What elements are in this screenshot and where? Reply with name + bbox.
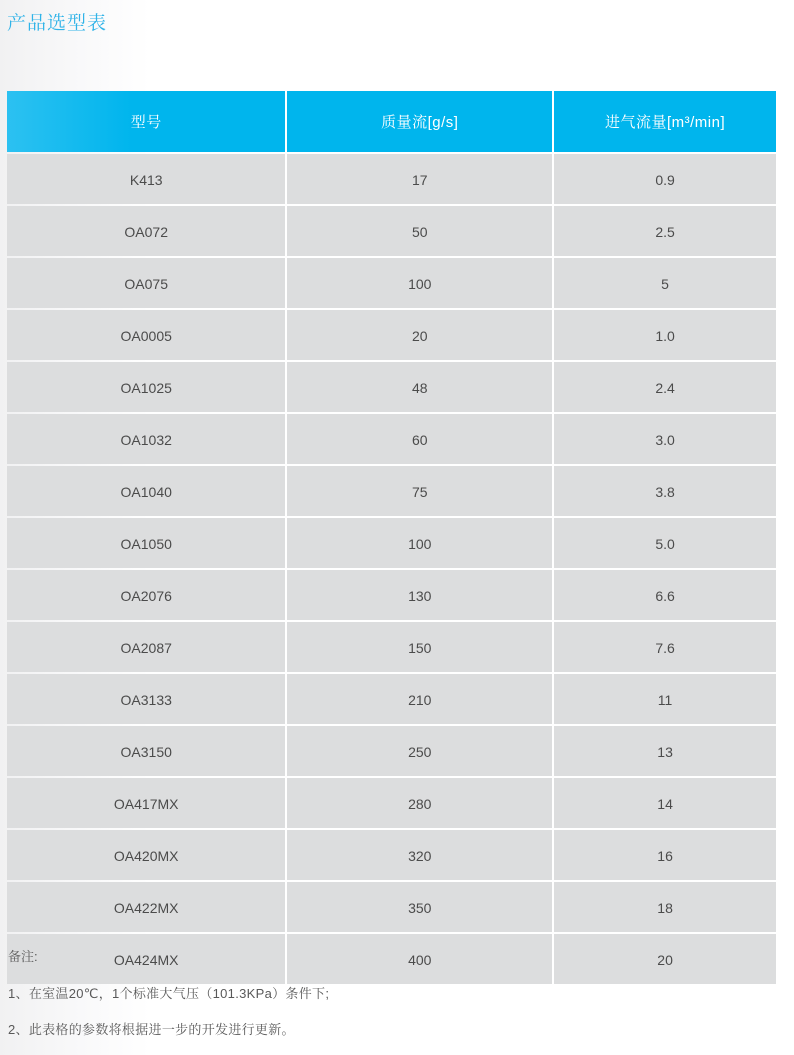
intake-flow-cell: 2.5 [554,206,776,256]
model-cell: OA1032 [7,414,285,464]
intake-flow-cell: 5 [554,258,776,308]
column-header-mass-flow: 质量流[g/s] [287,91,552,152]
intake-flow-cell: 3.8 [554,466,776,516]
mass-flow-cell: 210 [287,674,552,724]
table-row [7,466,776,516]
mass-flow-cell: 60 [287,414,552,464]
table-row [7,518,776,568]
intake-flow-cell: 1.0 [554,310,776,360]
note-line-2: 2、此表格的参数将根据进一步的开发进行更新。 [8,1022,295,1037]
notes-section [8,946,329,1055]
table-row [7,310,776,360]
intake-flow-cell: 5.0 [554,518,776,568]
mass-flow-cell: 50 [287,206,552,256]
column-header-intake-flow: 进气流量[m³/min] [554,91,776,152]
mass-flow-cell: 150 [287,622,552,672]
product-selection-table [5,89,778,986]
model-cell: OA417MX [7,778,285,828]
model-cell: OA2076 [7,570,285,620]
mass-flow-cell: 100 [287,258,552,308]
table-row [7,258,776,308]
table-row [7,778,776,828]
column-header-model: 型号 [7,91,285,152]
table-row [7,726,776,776]
intake-flow-cell: 11 [554,674,776,724]
table-header-row [7,91,776,152]
intake-flow-cell: 2.4 [554,362,776,412]
mass-flow-cell: 100 [287,518,552,568]
model-cell: OA075 [7,258,285,308]
intake-flow-cell: 3.0 [554,414,776,464]
mass-flow-cell: 130 [287,570,552,620]
mass-flow-cell: 350 [287,882,552,932]
model-cell: OA1040 [7,466,285,516]
model-cell: OA0005 [7,310,285,360]
table-row [7,414,776,464]
model-cell: OA422MX [7,882,285,932]
table-row [7,154,776,204]
model-cell: OA424MX [7,934,285,984]
table-row [7,882,776,932]
model-cell: OA2087 [7,622,285,672]
table-row [7,674,776,724]
table-row [7,362,776,412]
model-cell: OA1050 [7,518,285,568]
model-cell: OA420MX [7,830,285,880]
mass-flow-cell: 75 [287,466,552,516]
mass-flow-cell: 17 [287,154,552,204]
table-row [7,622,776,672]
mass-flow-cell: 20 [287,310,552,360]
table-header [7,91,776,152]
model-cell: K413 [7,154,285,204]
intake-flow-cell: 6.6 [554,570,776,620]
table-row [7,206,776,256]
note-line-1: 1、在室温20℃，1个标准大气压（101.3KPa）条件下; [8,986,330,1001]
model-cell: OA3133 [7,674,285,724]
table-row [7,570,776,620]
mass-flow-cell: 400 [287,934,552,984]
mass-flow-cell: 280 [287,778,552,828]
intake-flow-cell: 16 [554,830,776,880]
page-title: 产品选型表 [7,13,108,34]
table-row [7,830,776,880]
mass-flow-cell: 48 [287,362,552,412]
mass-flow-cell: 320 [287,830,552,880]
table-body [7,154,776,984]
intake-flow-cell: 0.9 [554,154,776,204]
intake-flow-cell: 18 [554,882,776,932]
model-cell: OA1025 [7,362,285,412]
notes-label: 备注: [8,949,38,964]
intake-flow-cell: 13 [554,726,776,776]
intake-flow-cell: 14 [554,778,776,828]
intake-flow-cell: 20 [554,934,776,984]
intake-flow-cell: 7.6 [554,622,776,672]
mass-flow-cell: 250 [287,726,552,776]
model-cell: OA3150 [7,726,285,776]
model-cell: OA072 [7,206,285,256]
